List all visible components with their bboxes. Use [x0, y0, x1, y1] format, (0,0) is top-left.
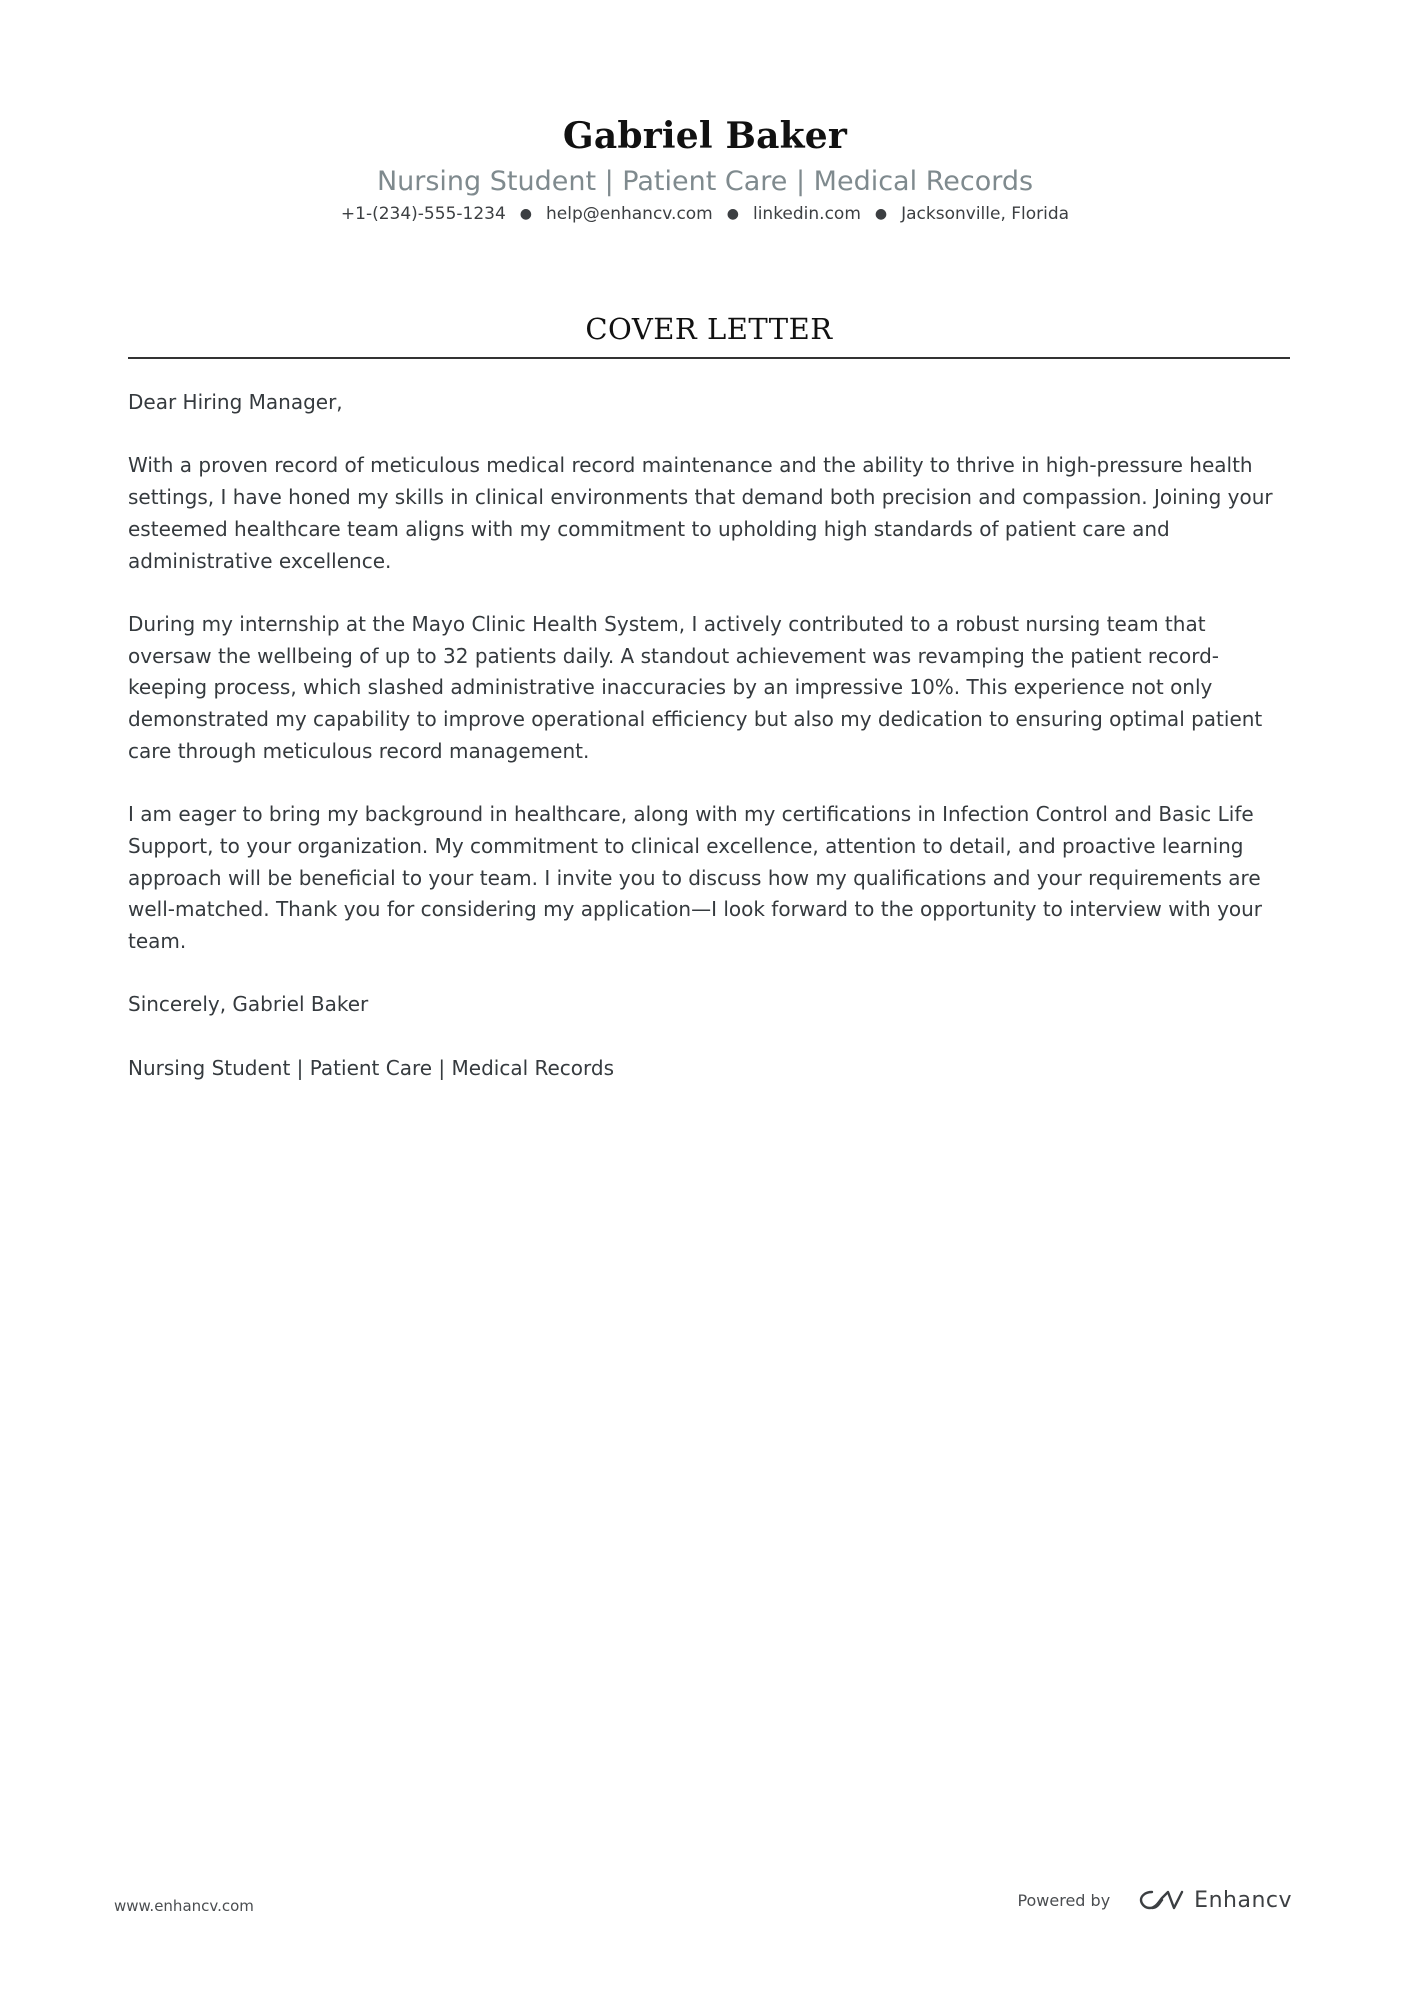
footer-branding	[1017, 1880, 1292, 1920]
enhancv-logo-icon	[1138, 1888, 1184, 1912]
letter-paragraph: With a proven record of meticulous medical record maintenance and the ability to thrive in high-pressure health settings, I have honed my skills in clinical environments that demand both precision and compassion. Joining your esteemed healthcare team aligns with my commitment to upholding high standards of patient care and administrative excellence.	[128, 453, 1273, 573]
section-title: COVER LETTER	[585, 312, 833, 346]
section-divider	[128, 357, 1290, 359]
footer-website-link[interactable]: www.enhancv.com	[114, 1897, 254, 1915]
powered-by-label: Powered by	[1017, 1890, 1111, 1910]
letter-greeting: Dear Hiring Manager,	[128, 390, 343, 414]
candidate-subtitle: Nursing Student | Patient Care | Medical Records	[376, 166, 1034, 197]
letter-paragraph: I am eager to bring my background in healthcare, along with my certifications in Infection Control and Basic Life Support, to your organization. My commitment to clinical excellence, attention to detail, and proactive learning approach will be beneficial to your team. I invite you to discuss how my qualifications and your requirements are well-matched. Thank you for considering my application—I look forward to the opportunity to interview with your team.	[128, 802, 1263, 953]
contact-email[interactable]: help@enhancv.com	[546, 204, 713, 224]
letter-paragraph: During my internship at the Mayo Clinic Health System, I actively contributed to a robust nursing team that oversaw the wellbeing of up to 32 patients daily. A standout achievement was revamping the patient record-keeping process, which slashed administrative inaccuracies by an impressive 10%. This experience not only demonstrated my capability to improve operational efficiency but also my dedication to ensuring optimal patient care through meticulous record management.	[128, 611, 1263, 763]
letter-closing: Sincerely, Gabriel Baker	[128, 992, 369, 1017]
contact-info	[0, 202, 1410, 226]
contact-location: Jacksonville, Florida	[901, 204, 1070, 224]
contact-phone[interactable]: +1-(234)-555-1234	[340, 204, 506, 224]
bullet-separator: ●	[726, 206, 739, 222]
contact-linkedin[interactable]: linkedin.com	[752, 204, 861, 224]
letter-body	[128, 387, 1290, 1116]
resume-header	[0, 110, 1410, 226]
brand-name: Enhancv	[1194, 1887, 1292, 1913]
brand-logo[interactable]	[1138, 1888, 1292, 1913]
candidate-name: Gabriel Baker	[562, 115, 848, 157]
bullet-separator: ●	[874, 206, 888, 222]
bullet-separator: ●	[519, 206, 532, 222]
letter-signature-title: Nursing Student | Patient Care | Medical Records	[128, 1055, 615, 1080]
